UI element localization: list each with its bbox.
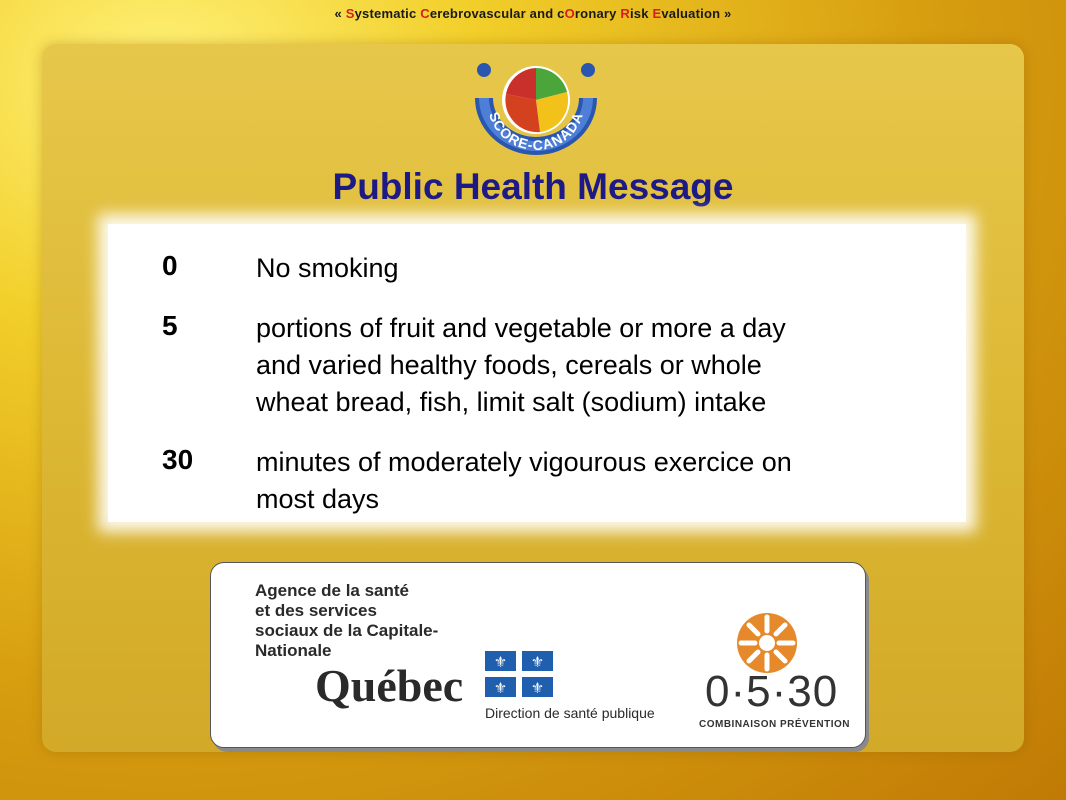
prevention-tagline: COMBINAISON PRÉVENTION bbox=[699, 719, 851, 730]
quebec-flag-icon bbox=[485, 651, 553, 697]
svg-text:⚜: ⚜ bbox=[530, 653, 545, 671]
message-text: portions of fruit and vegetable or more a day and varied healthy foods, cereals or whole wheat bread, fish, limit salt (sodium) intake bbox=[256, 313, 786, 417]
prevention-number: 0·5·30 bbox=[705, 667, 839, 716]
page-title: Public Health Message bbox=[332, 166, 734, 207]
svg-text:SCORE-CANADA: SCORE-CANADA bbox=[486, 109, 586, 154]
message-text: No smoking bbox=[256, 253, 399, 283]
message-number: 0 bbox=[162, 250, 178, 281]
message-number: 5 bbox=[162, 310, 178, 341]
agence-name: Agence de la santé et des services sociaux de la Capitale- Nationale bbox=[255, 581, 439, 660]
svg-text:⚜: ⚜ bbox=[493, 653, 508, 671]
score-canada-logo bbox=[474, 50, 598, 158]
sponsor-logos-card bbox=[210, 562, 866, 748]
quebec-wordmark: Québec bbox=[315, 660, 464, 711]
header-tagline: « Systematic Cerebrovascular and cOronary Risk Evaluation » bbox=[334, 6, 732, 21]
svg-text:⚜: ⚜ bbox=[493, 679, 508, 697]
direction-sante-publique: Direction de santé publique bbox=[485, 705, 655, 721]
message-box bbox=[108, 224, 966, 522]
message-number: 30 bbox=[162, 444, 194, 475]
svg-text:⚜: ⚜ bbox=[530, 679, 545, 697]
message-text: minutes of moderately vigourous exercice on most days bbox=[256, 447, 792, 514]
